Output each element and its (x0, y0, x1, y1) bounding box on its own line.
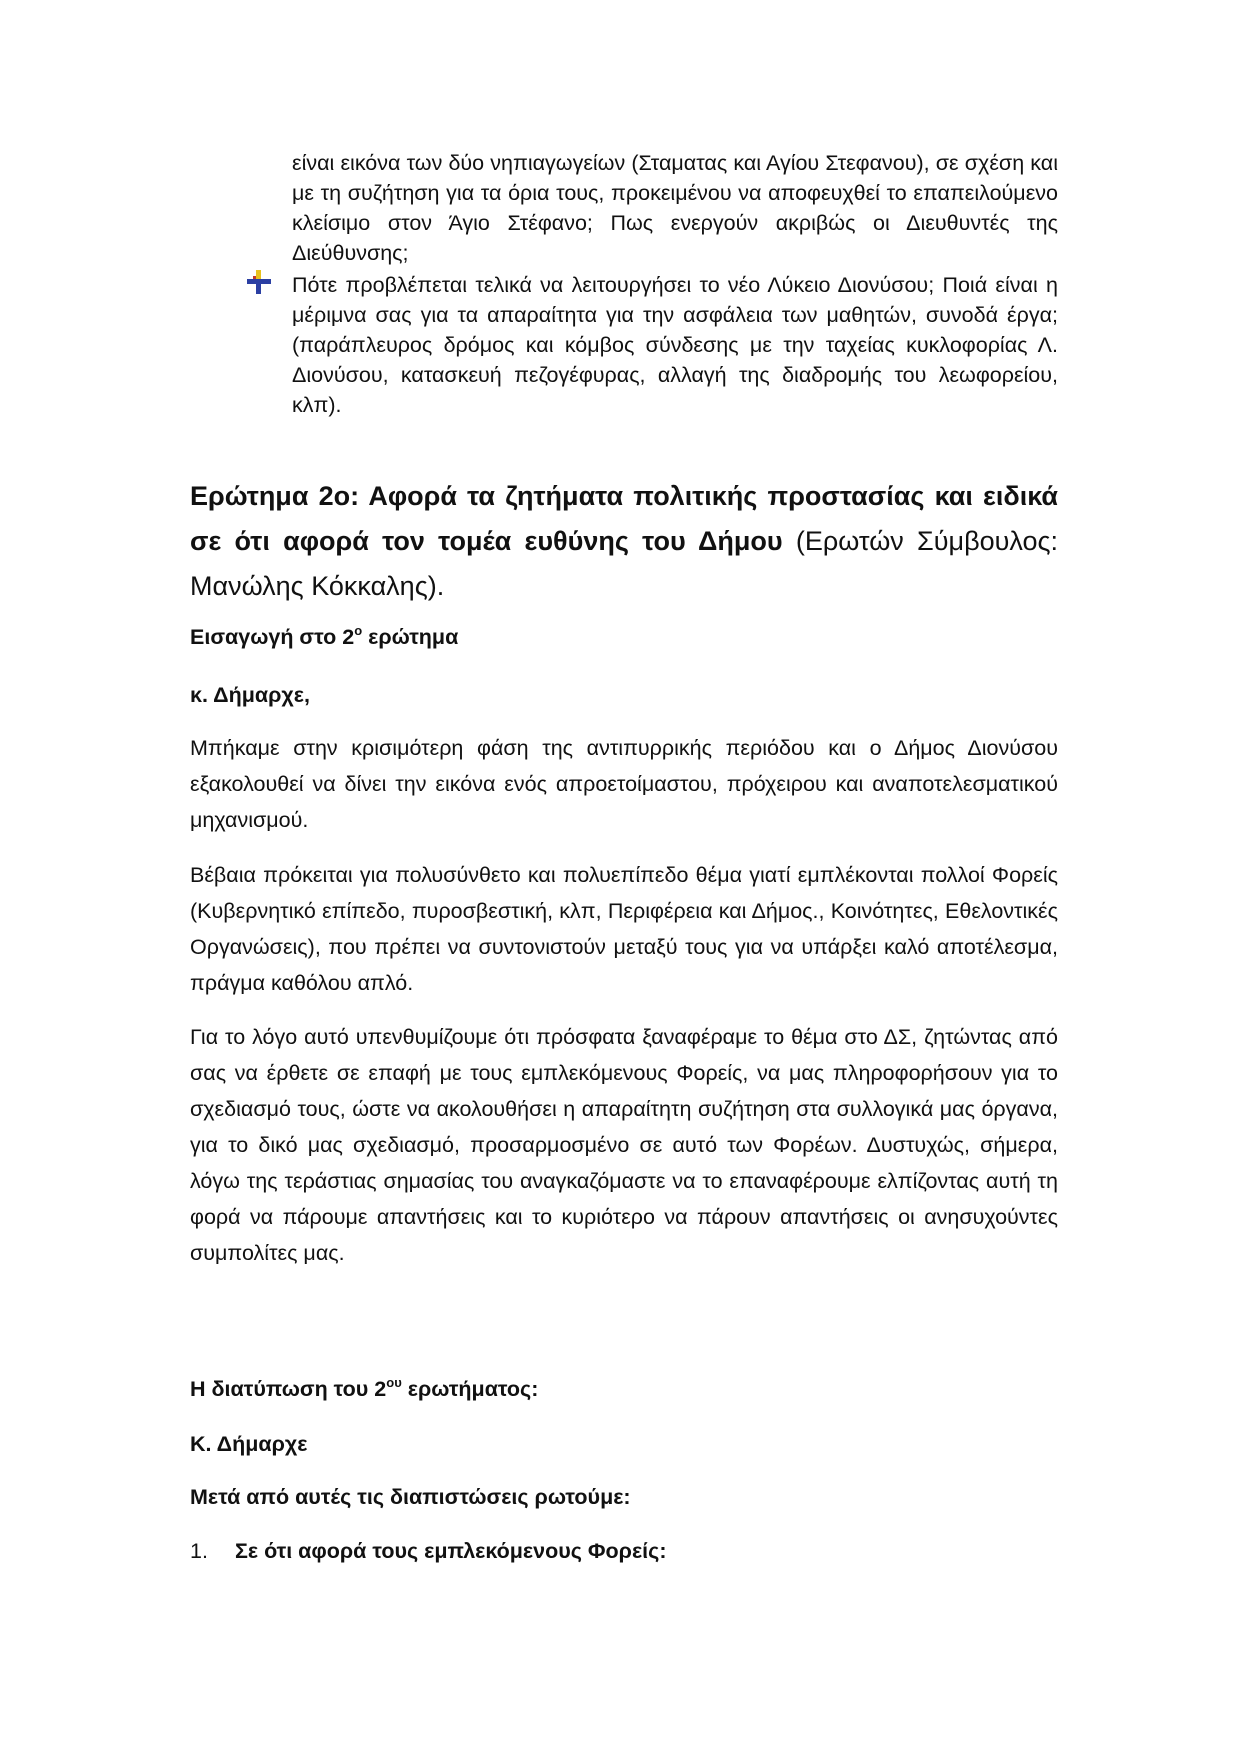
salutation-1: κ. Δήμαρχε, (190, 683, 310, 707)
intro-heading: Εισαγωγή στο $2^o$ ερώτημα (190, 623, 459, 649)
numbered-item-number: 1. (190, 1539, 208, 1563)
salutation-2: Κ. Δήμαρχε (190, 1432, 308, 1456)
lead-in: Μετά από αυτές τις διαπιστώσεις ρωτούμε: (190, 1485, 631, 1509)
bullet-cross-icon (247, 270, 271, 294)
paragraph-1: Μπήκαμε στην κρισιμότερη φάση της αντιπυρρικής περιόδου και ο Δήμος Διονύσου εξακολουθεί να δίνει την εικόνα ενός απροετοίμαστου, πρόχειρου και αναποτελεσματικού μηχανισμού. (190, 736, 1058, 832)
paragraph-2: Βέβαια πρόκειται για πολυσύνθετο και πολυεπίπεδο θέμα γιατί εμπλέκονται πολλοί Φορείς (Κυβερνητικό επίπεδο, πυροσβεστική, κλπ, Περιφέρεια και Δήμος., Κοινότητες, Εθελοντικές Οργανώσεις), που πρέπει να συντονιστούν μεταξύ τους για να υπάρξει καλό αποτέλεσμα, πράγμα καθόλου απλό. (190, 863, 1058, 995)
formulation-heading: Η διατύπωση του $2^{o\upsilon}$ ερωτήματος: (190, 1375, 539, 1401)
question-heading-bold: Ερώτημα 2ο: Αφορά τα ζητήματα πολιτικής προστασίας και ειδικά σε ότι αφορά τον τομέα ευθύνης του Δήμου (190, 481, 1058, 556)
question-heading (190, 474, 1058, 609)
numbered-item-text: Σε ότι αφορά τους εμπλεκόμενους Φορείς: (235, 1539, 667, 1563)
question-heading-author: (Ερωτών Σύμβουλος: Μανώλης Κόκκαλης). (190, 526, 1058, 601)
paragraph-3: Για το λόγο αυτό υπενθυμίζουμε ότι πρόσφατα ξαναφέραμε το θέμα στο ΔΣ, ζητώντας από σας να έρθετε σε επαφή με τους εμπλεκόμενους Φορείς, να μας πληροφορήσουν για το σχεδιασμό τους, ώστε να ακολουθήσει η απαραίτητη συζήτηση στα συλλογικά μας όργανα, για το δικό μας σχεδιασμό, προσαρμοσμένο σε αυτό των Φορέων. Δυστυχώς, σήμερα, λόγω της τεράστιας σημασίας του αναγκαζόμαστε να το επαναφέρουμε ελπίζοντας αυτή τη φορά να πάρουμε απαντήσεις και το κυριότερο να πάρουν απαντήσεις οι ανησυχούντες συμπολίτες μας. (190, 1025, 1058, 1265)
numbered-item (190, 1536, 1058, 1566)
bullet-item-text: Πότε προβλέπεται τελικά να λειτουργήσει το νέο Λύκειο Διονύσου; Ποιά είναι η μέριμνα σας για τα απαραίτητα για την ασφάλεια των μαθητών, συνοδά έργα; (παράπλευρος δρόμος και κόμβος σύνδεσης με την ταχείας κυκλοφορίας Λ. Διονύσου, κατασκευή πεζογέφυρας, αλλαγή της διαδρομής του λεωφορείου, κλπ). (292, 273, 1058, 417)
bullet-continuation-text: είναι εικόνα των δύο νηπιαγωγείων (Σταματας και Αγίου Στεφανου), σε σχέση και με τη συζήτηση για τα όρια τους, προκειμένου να αποφευχθεί το επαπειλούμενο κλείσιμο στον Άγιο Στέφανο; Πως ενεργούν ακριβώς οι Διευθυντές της Διεύθυνσης; (292, 151, 1058, 265)
